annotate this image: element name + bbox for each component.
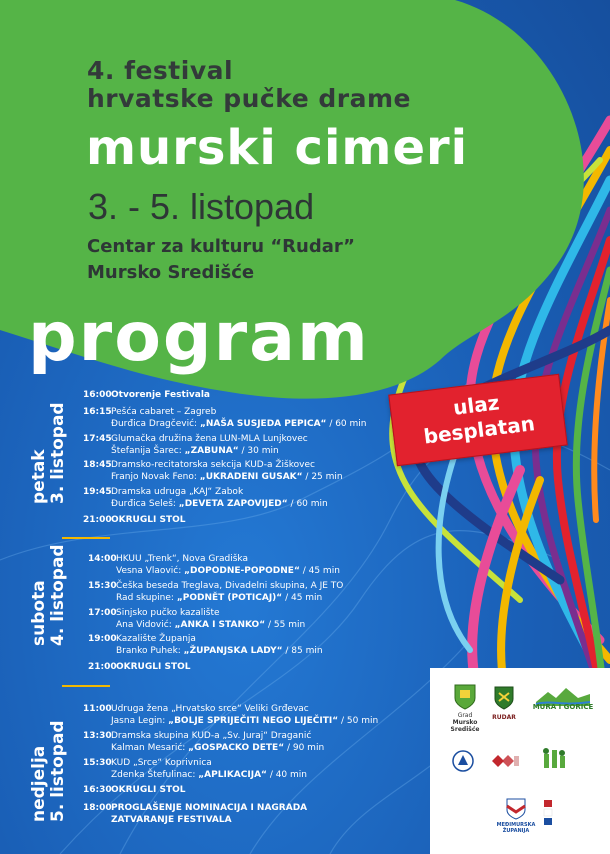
- mura-gorice-logo-text: MURA I GORICE: [532, 703, 594, 711]
- festival-name-line: hrvatske pučke drame: [87, 84, 411, 113]
- rudar-crest-icon: [494, 686, 514, 710]
- day-label-friday: [30, 402, 68, 504]
- medimurska-logo-text: [492, 822, 540, 834]
- event-time: 19:00: [88, 634, 117, 644]
- event-company: Glumačka družina žena LUN-MLA Lunjkovec: [111, 434, 308, 444]
- event-duration: / 55 min: [265, 620, 306, 630]
- event-time: 21:00: [88, 662, 117, 672]
- event-title: PROGLAŠENJE NOMINACIJA I NAGRADA: [111, 803, 308, 813]
- event-author: Đurđica Seleš:: [111, 499, 179, 509]
- event-author: Branko Puhek:: [116, 646, 184, 656]
- medimurska-crest-icon: [506, 798, 526, 820]
- grad-logo-line2: Mursko: [452, 719, 478, 726]
- event-duration: / 30 min: [238, 446, 279, 456]
- event-duration: / 45 min: [282, 593, 323, 603]
- event-time: 21:00: [83, 515, 112, 525]
- event-title: Otvorenje Festivala: [111, 390, 211, 400]
- event-duration: / 60 min: [326, 419, 367, 429]
- event-time: 15:30: [88, 581, 117, 591]
- event-author: Rad skupine:: [116, 593, 177, 603]
- event-play-title: „PODNĚT (POTICAJ)“: [176, 593, 283, 603]
- event-company: Sinjsko pučko kazalište: [116, 608, 220, 618]
- event-duration: / 45 min: [299, 566, 340, 576]
- event-author: Franjo Novak Feno:: [111, 472, 200, 482]
- event-title-secondary: ZATVARANJE FESTIVALA: [111, 815, 232, 825]
- ministry-logo-icon: [490, 752, 520, 770]
- event-title: OKRUGLI STOL: [111, 785, 186, 795]
- day-divider: [62, 537, 110, 539]
- event-time: 17:45: [83, 434, 112, 444]
- event-company: Pešća cabaret – Zagreb: [111, 407, 217, 417]
- event-duration: / 25 min: [302, 472, 343, 482]
- event-time: 13:30: [83, 731, 112, 741]
- event-time: 18:45: [83, 460, 112, 470]
- event-company: Dramska udruga „KAJ“ Zabok: [111, 487, 244, 497]
- event-author: Ana Vidović:: [116, 620, 175, 630]
- event-duration: / 90 min: [284, 743, 325, 753]
- free-entry-line1: ulaz: [451, 390, 501, 420]
- event-duration: / 50 min: [338, 716, 379, 726]
- event-play-title: „GOSPACKO DETE“: [188, 743, 285, 753]
- event-title: OKRUGLI STOL: [116, 662, 191, 672]
- event-duration: / 85 min: [282, 646, 323, 656]
- day-name: nedjelja: [29, 745, 49, 822]
- rudar-logo-text: RUDAR: [492, 714, 516, 721]
- event-company: Dramsko-recitatorska sekcija KUD-a Žiškovec: [111, 460, 315, 470]
- event-company: KUD „Srce“ Koprivnica: [111, 758, 212, 768]
- event-play-title: „APLIKACIJA“: [198, 770, 267, 780]
- event-title: OKRUGLI STOL: [111, 515, 186, 525]
- grad-logo-line1: Grad: [457, 712, 473, 719]
- event-time: 11:00: [83, 704, 112, 714]
- event-play-title: „ŽUPANJSKA LADY“: [183, 646, 283, 656]
- venue-town: Mursko Središće: [87, 262, 255, 283]
- festival-dates: 3. - 5. listopad: [88, 186, 315, 227]
- event-company: Kazalište Županja: [116, 634, 196, 644]
- day-label-saturday: [30, 544, 68, 646]
- day-name: petak: [29, 449, 49, 504]
- event-duration: / 40 min: [266, 770, 307, 780]
- event-play-title: „DOPODNE-POPODNE“: [184, 566, 300, 576]
- day-date: 3. listopad: [48, 402, 68, 504]
- event-company: Udruga žena „Hrvatsko srce“ Veliki Grđevac: [111, 704, 309, 714]
- kud-logo-icon: [450, 750, 476, 772]
- event-play-title: „ANKA I STANKO“: [174, 620, 266, 630]
- day-name: subota: [29, 580, 49, 646]
- event-time: 19:45: [83, 487, 112, 497]
- venue-name: Centar za kulturu “Rudar”: [87, 236, 355, 257]
- event-company: HKUU „Trenk“, Nova Gradiška: [116, 554, 249, 564]
- event-play-title: „BOLJE SPRIJEČITI NEGO LIJEČITI“: [168, 716, 339, 726]
- day-label-sunday: [30, 720, 68, 822]
- event-play-title: „NAŠA SUSJEDA PEPICA“: [199, 419, 327, 429]
- event-author: Vesna Vlaović:: [116, 566, 185, 576]
- festival-edition-line: 4. festival: [87, 56, 234, 85]
- day-date: 5. listopad: [48, 720, 68, 822]
- event-time: 16:30: [83, 785, 112, 795]
- event-time: 14:00: [88, 554, 117, 564]
- event-duration: / 60 min: [287, 499, 328, 509]
- event-company: Češka beseda Treglava, Divadelni skupina, A JE TO: [116, 581, 344, 591]
- event-time: 17:00: [88, 608, 117, 618]
- medimurska-logo-line2: ŽUPANIJA: [502, 828, 530, 834]
- grad-logo-line3: Središće: [450, 726, 480, 733]
- kud-mura-logo-icon: [540, 746, 574, 774]
- event-time: 18:00: [83, 803, 112, 813]
- event-time: 16:00: [83, 390, 112, 400]
- event-time: 16:15: [83, 407, 112, 417]
- free-entry-line2: besplatan: [422, 411, 537, 449]
- event-author: Jasna Legin:: [111, 716, 169, 726]
- event-time: 15:30: [83, 758, 112, 768]
- croatian-flag-logo-icon: [542, 798, 556, 826]
- event-author: Đurđica Dragčević:: [111, 419, 200, 429]
- day-divider: [62, 685, 110, 687]
- event-play-title: „ZABUNA“: [184, 446, 239, 456]
- event-author: Zdenka Štefulinac:: [111, 770, 199, 780]
- event-author: Kalman Mesarić:: [111, 743, 189, 753]
- grad-logo-text: [444, 712, 486, 733]
- festival-title: murski cimeri: [86, 120, 469, 176]
- event-play-title: „DEVETA ZAPOVIJED“: [178, 499, 288, 509]
- medimurska-logo-line1: MEĐIMURSKA: [496, 822, 536, 828]
- grad-crest-icon: [454, 684, 476, 710]
- program-heading: program: [28, 298, 370, 377]
- event-author: Štefanija Šarec:: [111, 446, 185, 456]
- day-date: 4. listopad: [48, 544, 68, 646]
- event-company: Dramska skupina KUD-a „Sv. Juraj“ Draganić: [111, 731, 312, 741]
- event-play-title: „UKRADENI GUSAK“: [199, 472, 303, 482]
- sponsor-logos-panel: [430, 668, 610, 854]
